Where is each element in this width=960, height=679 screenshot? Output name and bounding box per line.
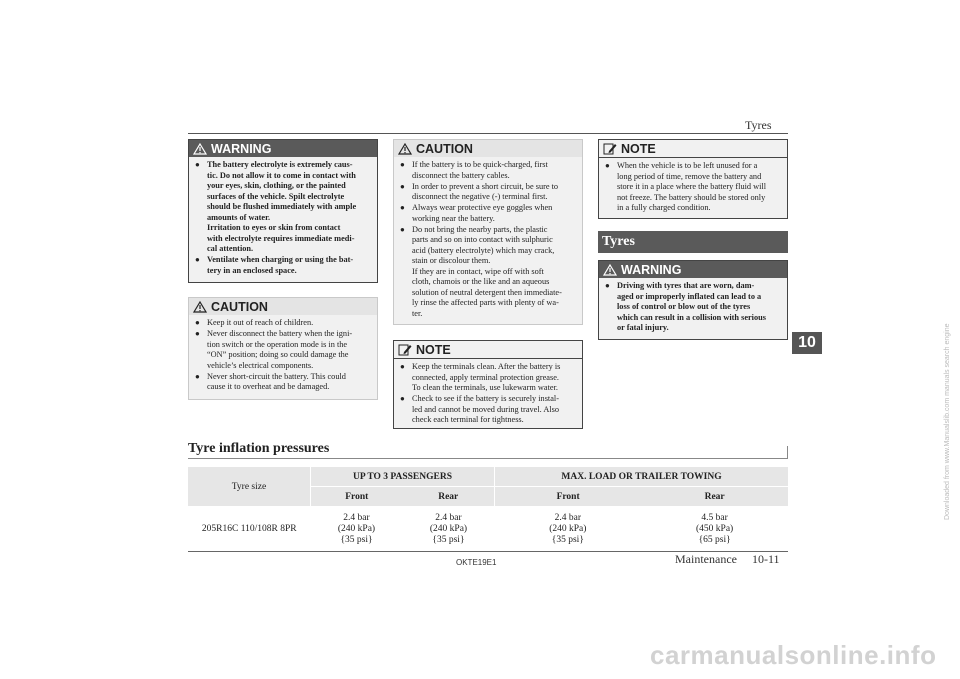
caution-heading	[394, 140, 582, 157]
list-item-line: “ON” position; doing so could damage the	[207, 350, 349, 359]
note-heading	[394, 341, 582, 359]
list-item-line: store it in a place where the battery fluid will	[617, 182, 767, 191]
list-item-line: Ventilate when charging or using the bat-	[207, 255, 354, 264]
list-item-line: vehicle’s electrical components.	[207, 360, 314, 370]
header-rule	[188, 133, 788, 134]
list-item-line: Never short-circuit the battery. This could	[207, 371, 346, 381]
bullet-icon: ●	[400, 394, 405, 403]
bullet-icon: ●	[605, 281, 610, 290]
list-item-line: Do not bring the nearby parts, the plastic	[412, 224, 548, 234]
warning-heading-label: WARNING	[621, 262, 682, 277]
pressure-cell	[494, 507, 641, 552]
list-item	[605, 281, 781, 334]
caution-list	[189, 318, 377, 393]
note-list	[599, 161, 787, 214]
list-item-line: Irritation to eyes or skin from contact	[207, 223, 341, 232]
note-box-terminals	[393, 340, 583, 429]
list-item-line: led and cannot be moved during travel. Also	[412, 404, 560, 414]
caution-triangle-icon	[398, 143, 412, 155]
warning-box-battery-electrolyte	[188, 139, 378, 283]
list-item	[400, 394, 576, 426]
bullet-icon: ●	[605, 161, 610, 170]
list-item-line: which can result in a collision with serious	[617, 312, 766, 322]
list-item-line: Keep the terminals clean. After the battery is	[412, 362, 561, 371]
warning-heading	[189, 140, 377, 157]
list-item	[195, 160, 371, 255]
footer-chapter: Maintenance	[675, 552, 737, 566]
bullet-icon: ●	[195, 318, 200, 327]
list-item	[400, 182, 576, 203]
caution-heading-label: CAUTION	[211, 299, 268, 314]
list-item-line: should be flushed immediately with ample	[207, 202, 357, 211]
list-item	[195, 318, 371, 329]
tyre-inflation-table	[188, 467, 788, 552]
note-heading	[599, 140, 787, 158]
list-item-line: tery in an enclosed space.	[207, 265, 297, 275]
list-item-line: Always wear protective eye goggles when	[412, 203, 553, 212]
bullet-icon: ●	[400, 203, 405, 212]
tyres-section-title: Tyres	[598, 231, 788, 253]
bullet-icon: ●	[400, 362, 405, 371]
pressure-value: 2.4 bar	[435, 512, 462, 523]
pressure-value: {35 psi}	[551, 534, 584, 545]
list-item	[605, 161, 781, 214]
tyre-inflation-rows	[188, 507, 788, 552]
pressure-value: 2.4 bar	[554, 512, 582, 523]
warning-list	[189, 160, 377, 276]
note-pencil-icon	[603, 142, 617, 155]
list-item-line: aged or improperly inflated can lead to a	[617, 291, 762, 301]
caution-box-quick-charge	[393, 139, 583, 325]
list-item-line: stain or discolour them.	[412, 256, 491, 265]
table-row	[188, 507, 788, 552]
list-item-line: your eyes, skin, clothing, or the painted	[207, 181, 346, 190]
footer-code: OKTE19E1	[456, 558, 497, 567]
note-box-storage	[598, 139, 788, 219]
col-front: Front	[494, 487, 641, 507]
col-rear: Rear	[641, 487, 788, 507]
pressure-value: {35 psi}	[340, 534, 373, 545]
list-item-line: disconnect the negative (-) terminal first.	[412, 192, 548, 201]
list-item-line: surfaces of the vehicle. Spilt electrolyte	[207, 191, 345, 201]
list-item	[400, 362, 576, 394]
chapter-tab[interactable]: 10	[792, 332, 822, 354]
list-item-line: ter.	[412, 308, 423, 318]
footer-page-number: 10-11	[752, 552, 780, 566]
list-item-line: working near the battery.	[412, 213, 495, 223]
pressure-cell	[641, 507, 788, 552]
list-item-line: with electrolyte requires immediate medi-	[207, 233, 355, 243]
list-item-line: cal attention.	[207, 244, 254, 253]
pressure-value: {35 psi}	[432, 534, 465, 545]
pressure-value: (240 kPa)	[337, 523, 376, 534]
pressure-cell	[311, 507, 403, 552]
warning-heading-label: WARNING	[211, 141, 272, 156]
bullet-icon: ●	[400, 181, 405, 191]
pressure-value: (240 kPa)	[429, 523, 468, 534]
tyre-inflation-rule-end	[787, 446, 788, 458]
list-item-line: If they are in contact, wipe off with soft	[412, 266, 544, 276]
tyre-inflation-rule	[188, 458, 788, 459]
pressure-value: 4.5 bar	[701, 512, 728, 523]
list-item-line: amounts of water.	[207, 212, 271, 222]
side-watermark: Downloaded from www.Manualslib.com manuals search engine	[944, 323, 951, 520]
note-heading-label: NOTE	[621, 141, 656, 156]
bullet-icon: ●	[400, 224, 405, 234]
warning-list	[599, 281, 787, 334]
note-pencil-icon	[398, 343, 412, 356]
list-item-line: Driving with tyres that are worn, dam-	[617, 281, 755, 290]
pressure-value: 2.4 bar	[343, 512, 370, 523]
list-item-line: loss of control or blow out of the tyres	[617, 302, 751, 311]
list-item-line: check each terminal for tightness.	[412, 415, 524, 424]
list-item-line: tion switch or the operation mode is in the	[207, 339, 348, 349]
list-item-line: cause it to overheat and be damaged.	[207, 382, 330, 391]
bullet-icon: ●	[400, 160, 405, 169]
list-item-line: In order to prevent a short circuit, be sure to	[412, 181, 559, 191]
list-item-line: Never disconnect the battery when the igni-	[207, 329, 353, 338]
caution-box-battery-handling	[188, 297, 378, 400]
warning-box-tyres	[598, 260, 788, 340]
bullet-icon: ●	[195, 329, 200, 338]
caution-list	[394, 160, 582, 319]
list-item-line: To clean the terminals, use lukewarm water.	[412, 383, 558, 392]
note-list	[394, 362, 582, 426]
list-item-line: acid (battery electrolyte) which may crack,	[412, 245, 555, 255]
list-item	[400, 160, 576, 181]
list-item-line: or fatal injury.	[617, 323, 669, 332]
pressure-cell	[402, 507, 494, 552]
caution-heading-label: CAUTION	[416, 141, 473, 156]
site-watermark: carmanualsonline.info	[650, 640, 937, 670]
warning-heading	[599, 261, 787, 278]
bullet-icon: ●	[195, 255, 200, 264]
tyre-size-cell: 205R16C 110/108R 8PR	[188, 507, 311, 552]
bullet-icon: ●	[195, 371, 200, 381]
list-item	[400, 225, 576, 320]
note-heading-label: NOTE	[416, 342, 451, 357]
list-item-line: ly rinse the affected parts with plenty of wa-	[412, 298, 559, 307]
warning-triangle-icon	[193, 143, 207, 155]
list-item-line: long period of time, remove the battery and	[617, 171, 762, 181]
header-section-title: Tyres	[745, 118, 772, 132]
list-item-line: If the battery is to be quick-charged, first	[412, 160, 548, 169]
list-item-line: in a fully charged condition.	[617, 203, 711, 212]
col-front: Front	[311, 487, 403, 507]
list-item-line: connected, apply terminal protection grease.	[412, 372, 559, 382]
bullet-icon: ●	[195, 160, 200, 169]
list-item-line: solution of neutral detergent then immediate-	[412, 287, 562, 297]
list-item-line: not freeze. The battery should be stored only	[617, 192, 766, 202]
list-item-line: The battery electrolyte is extremely caus-	[207, 160, 353, 169]
caution-heading	[189, 298, 377, 315]
pressure-value: (450 kPa)	[696, 523, 734, 534]
list-item	[195, 255, 371, 276]
col-rear: Rear	[402, 487, 494, 507]
pressure-value: {65 psi}	[698, 534, 731, 545]
list-item-line: cloth, chamois or the like and an aqueous	[412, 277, 550, 286]
list-item	[195, 372, 371, 393]
list-item	[195, 329, 371, 371]
col-group-up-to-3-passengers: UP TO 3 PASSENGERS	[311, 467, 495, 487]
list-item-line: parts and so on into contact with sulphuric	[412, 235, 553, 244]
list-item	[400, 203, 576, 224]
list-item-line: Keep it out of reach of children.	[207, 318, 314, 327]
warning-triangle-icon	[603, 264, 617, 276]
pressure-value: (240 kPa)	[549, 523, 587, 534]
caution-triangle-icon	[193, 301, 207, 313]
list-item-line: disconnect the battery cables.	[412, 170, 510, 180]
tyre-inflation-title: Tyre inflation pressures	[188, 441, 330, 456]
col-tyre-size: Tyre size	[188, 467, 311, 507]
list-item-line: tic. Do not allow it to come in contact with	[207, 170, 356, 180]
list-item-line: Check to see if the battery is securely instal-	[412, 394, 559, 403]
list-item-line: When the vehicle is to be left unused for a	[617, 161, 758, 170]
col-group-max-load: MAX. LOAD OR TRAILER TOWING	[494, 467, 788, 487]
